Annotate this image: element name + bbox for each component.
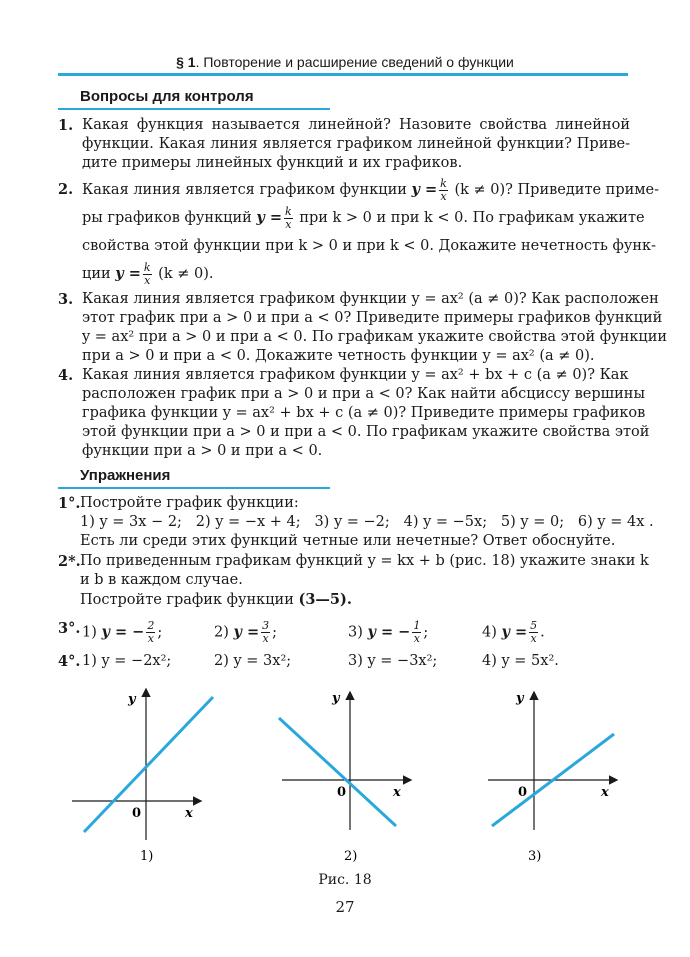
exercises-rule (58, 487, 330, 489)
exercise-4-item-2: 2) y = 3x²; (214, 653, 292, 669)
fraction-k-over-x: $\frac{k}{x}$ (285, 204, 292, 231)
question-line: Какая линия является графиком функции y = $\frac{k}{x}$ (k ≠ 0)? Приведите приме- (82, 176, 660, 203)
origin-label: 0 (337, 785, 347, 800)
question-line: этот график при a > 0 и при a < 0? Приведите примеры графиков функций (82, 310, 663, 326)
exercise-item: 3) y = −2; (314, 514, 390, 530)
question-line: функции при a > 0 и при a < 0. (82, 443, 323, 459)
exercise-line: По приведенным графикам функций y = kx + b (рис. 18) укажите знаки k (80, 553, 649, 569)
formula-y: y = (411, 181, 438, 198)
question-4 (58, 366, 650, 461)
figure-caption: Рис. 18 (318, 872, 372, 888)
question-2 (58, 176, 660, 288)
control-questions-rule (58, 108, 330, 110)
question-3 (58, 290, 668, 366)
exercise-number: 1°. (58, 495, 81, 512)
control-questions-title: Вопросы для контроля (80, 88, 254, 105)
exercise-1 (58, 494, 654, 551)
exercise-3-item-1: 1) y = − $\frac{2}{x}$ ; (82, 619, 163, 645)
graph-label: 1) (140, 849, 154, 864)
graph-label: 3) (528, 849, 542, 864)
exercise-2 (58, 552, 649, 610)
question-line: ции y = $\frac{k}{x}$ (k ≠ 0). (82, 260, 214, 287)
y-axis-label: y (332, 691, 340, 706)
exercise-4-item-4: 4) y = 5x². (482, 653, 559, 669)
question-line: расположен график при a > 0 и при a < 0? Как найти абсциссу вершины (82, 386, 646, 402)
header-title: . Повторение и расширение сведений о функции (195, 54, 514, 70)
question-number: 2. (58, 181, 74, 198)
exercise-item: 5) y = 0; (500, 514, 565, 530)
y-axis-label: y (516, 691, 524, 706)
exercise-line: Постройте график функции: (80, 495, 299, 511)
graph-3 (488, 691, 616, 864)
exercises-title: Упражнения (80, 467, 171, 484)
x-axis-label: x (393, 785, 401, 800)
exercise-4-item-1: 1) y = −2x²; (82, 653, 172, 669)
question-number: 3. (58, 291, 74, 308)
header-rule (58, 73, 628, 76)
exercise-item: 1) y = 3x − 2; (80, 514, 182, 530)
exercise-3-item-3: 3) y = − $\frac{1}{x}$ ; (348, 619, 429, 645)
question-line: функции. Какая линия является графиком линейной функции? Приве- (82, 136, 630, 152)
exercise-line: и b в каждом случае. (80, 572, 243, 588)
exercise-item: 4) y = −5x; (403, 514, 488, 530)
exercise-4-number: 4°. (58, 653, 81, 670)
question-number: 1. (58, 117, 74, 134)
graph-line (84, 697, 213, 832)
exercise-line: Есть ли среди этих функций четные или нечетные? Ответ обоснуйте. (80, 533, 616, 549)
exercise-3-item-2: 2) y = $\frac{3}{x}$ ; (214, 619, 278, 645)
exercise-3-item-4: 4) y = $\frac{5}{x}$ . (482, 619, 545, 645)
running-header (0, 54, 690, 70)
origin-label: 0 (518, 785, 528, 800)
graph-label: 2) (344, 849, 358, 864)
question-line: дите примеры линейных функций и их графиков. (82, 155, 463, 171)
x-axis-label: x (601, 785, 609, 800)
question-line: ры графиков функций y = $\frac{k}{x}$ при k > 0 и при k < 0. По графикам укажите (82, 204, 645, 231)
x-axis-label: x (185, 806, 193, 821)
y-axis-label: y (128, 692, 136, 707)
exercise-4-item-3: 3) y = −3x²; (348, 653, 438, 669)
exercise-3-number: 3°. (58, 620, 81, 637)
exercise-item: 6) y = 4x . (577, 514, 654, 530)
question-line: графика функции y = ax² + bx + c (a ≠ 0)? Приведите примеры графиков (82, 405, 646, 421)
graph-2 (279, 691, 410, 864)
exercise-line: Постройте график функции (3—5). (80, 591, 352, 608)
figure-18 (0, 680, 690, 880)
graph-line (279, 718, 396, 826)
origin-label: 0 (132, 806, 142, 821)
section-sign: § 1 (176, 54, 196, 70)
question-line: Какая линия является графиком функции y = ax² (a ≠ 0)? Как расположен (82, 291, 659, 307)
question-line: при a > 0 и при a < 0. Докажите четность функции y = ax² (a ≠ 0). (82, 348, 595, 364)
exercise-items (80, 513, 654, 532)
question-1 (58, 116, 630, 173)
page-number: 27 (335, 898, 355, 916)
graph-1 (72, 690, 213, 864)
fraction-k-over-x: $\frac{k}{x}$ (440, 176, 447, 203)
fraction-k-over-x: $\frac{k}{x}$ (143, 260, 151, 287)
question-line: Какая линия является графиком функции y = ax² + bx + c (a ≠ 0)? Как (82, 367, 629, 383)
question-number: 4. (58, 367, 74, 384)
exercise-item: 2) y = −x + 4; (195, 514, 301, 530)
question-line: Какая функция называется линейной? Назовите свойства линейной (82, 117, 630, 133)
exercise-number: 2*. (58, 553, 81, 570)
question-line: этой функции при a > 0 и при a < 0. По графикам укажите свойства этой (82, 424, 650, 440)
question-line: свойства этой функции при k > 0 и при k < 0. Докажите нечетность функ- (82, 238, 656, 254)
question-line: y = ax² при a > 0 и при a < 0. По графикам укажите свойства этой функции (82, 329, 668, 345)
